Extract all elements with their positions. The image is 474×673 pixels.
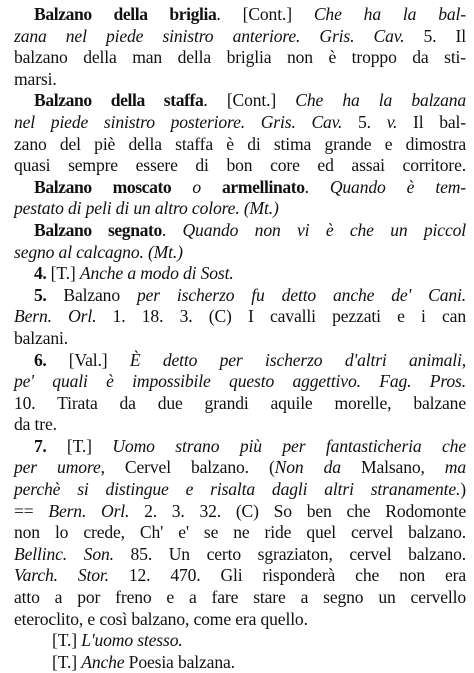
text-line <box>14 501 466 523</box>
italic-text: segno al calcagno. (Mt.) <box>14 241 183 262</box>
text-line <box>14 565 466 587</box>
text-run: == <box>14 500 49 521</box>
text-run: marsi. <box>14 68 57 89</box>
text-run: 12. 470. Gli risponderà che non era <box>108 565 466 586</box>
text-line <box>14 47 466 69</box>
text-line <box>14 457 466 479</box>
text-run: non lo crede, Ch' e' se ne ride quel cervel balzano. <box>14 522 466 543</box>
italic-text: per umore <box>14 457 101 478</box>
text-line <box>14 371 466 393</box>
italic-text: Bern. Orl. <box>48 500 130 521</box>
italic-text: o <box>171 176 223 197</box>
text-line <box>14 155 466 177</box>
italic-text: Anche <box>81 651 125 672</box>
text-run: Poesia balzana. <box>124 651 235 672</box>
text-line <box>14 263 466 285</box>
text-run: balzani. <box>14 327 68 348</box>
text-line <box>14 112 466 134</box>
italic-text: pestato di peli di un altro colore. (Mt.) <box>14 198 279 219</box>
text-run: Malsano, <box>340 457 445 478</box>
text-run: 10. Tirata da due grandi aquile morelle, balzane <box>14 392 466 413</box>
text-line <box>14 242 466 264</box>
text-run: ) <box>460 479 466 500</box>
text-run: Balzano <box>46 284 137 305</box>
text-line <box>14 26 466 48</box>
headword: 5. <box>34 284 47 305</box>
italic-text: v. <box>386 111 398 132</box>
text-run: , Cervel balzano. ( <box>100 457 275 478</box>
text-run: . [Cont.] <box>203 90 296 111</box>
text-run: . <box>161 219 183 240</box>
text-line <box>14 134 466 156</box>
text-run: quasi sempre essere di bon core ed assai corritore. <box>14 155 466 176</box>
headword: Balzano della staffa <box>34 90 204 111</box>
text-line <box>14 90 466 112</box>
text-run: . <box>304 176 330 197</box>
text-line <box>14 436 466 458</box>
italic-text: perchè si distingue e risalta dagli altri stranamente. <box>14 479 461 500</box>
text-run: 1. 18. 3. (C) I cavalli pezzati e i can <box>96 306 466 327</box>
text-run: balzano della man della briglia non è troppo da sti- <box>14 47 466 68</box>
italic-text: Bern. Orl. <box>14 306 97 327</box>
text-line <box>14 198 466 220</box>
text-line <box>14 630 466 652</box>
text-line <box>14 393 466 415</box>
text-run: Il bal- <box>397 111 466 132</box>
text-line <box>14 4 466 26</box>
text-line <box>14 609 466 631</box>
text-line <box>14 544 466 566</box>
italic-text: Uomo strano più per fantasticheria che <box>112 435 466 456</box>
text-run: 85. Un certo sgraziaton, cervel balzano. <box>113 543 466 564</box>
text-run: zano del piè della staffa è di stima grande e dimostra <box>14 133 466 154</box>
text-run: [T.] <box>52 651 82 672</box>
text-line <box>14 522 466 544</box>
text-line <box>14 177 466 199</box>
italic-text: Bellinc. Son. <box>14 543 114 564</box>
text-line <box>14 350 466 372</box>
dictionary-entry-text <box>14 4 466 673</box>
italic-text: nel piede sinistro posteriore. Gris. Cav. <box>14 111 343 132</box>
text-run: 2. 3. 32. (C) So ben che Rodomonte <box>129 500 467 521</box>
text-line <box>14 414 466 436</box>
italic-text: ma <box>444 457 466 478</box>
italic-text: per ischerzo fu detto anche de' Cani. <box>136 284 467 305</box>
text-line <box>14 306 466 328</box>
italic-text: Che ha la balzana <box>295 90 467 111</box>
italic-text: zana nel piede sinistro anteriore. Gris. Cav. <box>14 25 405 46</box>
text-line <box>14 285 466 307</box>
italic-text: È detto per ischerzo d'altri animali, <box>129 349 466 370</box>
text-run: 5. Il <box>404 25 466 46</box>
text-run: atto a por freno e a fare stare a segno un cervello <box>14 587 466 608</box>
italic-text: L'uomo stesso. <box>81 630 183 651</box>
text-run: . [Cont.] <box>216 4 314 24</box>
italic-text: Non da <box>274 457 341 478</box>
italic-text: Quando non vi è che un piccol <box>182 219 467 240</box>
headword: armellinato <box>222 176 305 197</box>
headword: Balzano della briglia <box>34 4 217 24</box>
headword: Balzano moscato <box>34 176 172 197</box>
text-line <box>14 328 466 350</box>
text-run: [T.] <box>52 630 82 651</box>
text-run: 5. <box>342 111 387 132</box>
headword: 7. <box>34 435 47 456</box>
text-line <box>14 479 466 501</box>
headword: 4. <box>34 263 47 284</box>
italic-text: Anche a modo di Sost. <box>79 263 234 284</box>
text-line <box>14 220 466 242</box>
text-line <box>14 652 466 673</box>
headword: 6. <box>34 349 47 370</box>
italic-text: Varch. Stor. <box>14 565 109 586</box>
text-run: eteroclito, e così balzano, come era quello. <box>14 608 308 629</box>
text-line <box>14 587 466 609</box>
text-run: [T.] <box>46 263 80 284</box>
italic-text: Che ha la bal- <box>313 4 466 24</box>
italic-text: pe' quali è impossibile questo aggettivo. Fag. Pros. <box>14 371 466 392</box>
text-run: [T.] <box>46 435 113 456</box>
text-run: da tre. <box>14 414 57 435</box>
text-line <box>14 69 466 91</box>
headword: Balzano segnato <box>34 219 162 240</box>
text-run: [Val.] <box>46 349 130 370</box>
italic-text: Quando è tem- <box>329 176 466 197</box>
